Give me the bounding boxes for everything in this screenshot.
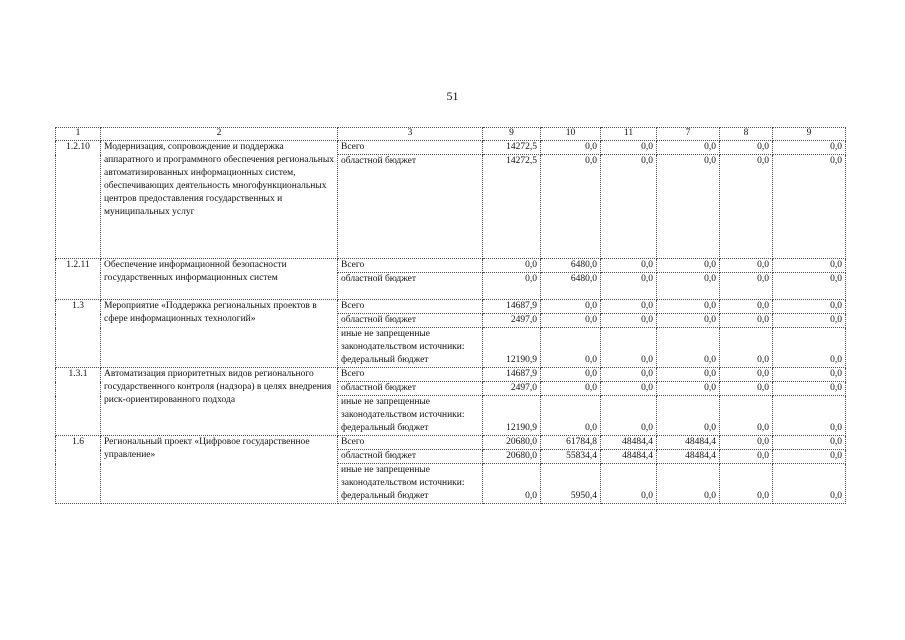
value-cell: 0,0	[657, 328, 720, 368]
item-code: 1.3.1	[56, 368, 101, 436]
funding-source: иные не запрещенные законодательством источники: федеральный бюджет	[338, 464, 483, 504]
value-cell: 0,0	[657, 155, 720, 259]
value-cell: 0,0	[657, 259, 720, 273]
value-cell: 0,0	[541, 368, 601, 382]
value-cell: 0,0	[720, 328, 773, 368]
funding-source: Всего	[338, 300, 483, 314]
value-cell: 0,0	[720, 314, 773, 328]
value-cell: 0,0	[601, 464, 657, 504]
value-cell: 0,0	[720, 450, 773, 464]
item-name: Автоматизация приоритетных видов регионального государственного контроля (надзора) в целях внедрения риск-ориентированного подхода	[101, 368, 338, 436]
header-cell: 1	[56, 128, 101, 141]
value-cell: 14272,5	[483, 155, 541, 259]
value-cell: 0,0	[601, 314, 657, 328]
table-row	[56, 368, 846, 382]
value-cell: 0,0	[541, 300, 601, 314]
value-cell: 0,0	[773, 436, 846, 450]
value-cell: 0,0	[657, 368, 720, 382]
header-cell: 8	[720, 128, 773, 141]
value-cell: 0,0	[773, 382, 846, 396]
header-cell: 2	[101, 128, 338, 141]
header-cell: 11	[601, 128, 657, 141]
value-cell: 48484,4	[601, 436, 657, 450]
table-row	[56, 259, 846, 273]
header-cell: 9	[483, 128, 541, 141]
value-cell: 0,0	[541, 141, 601, 155]
value-cell: 0,0	[483, 259, 541, 273]
value-cell: 0,0	[601, 368, 657, 382]
value-cell: 0,0	[657, 141, 720, 155]
value-cell: 0,0	[773, 273, 846, 300]
value-cell: 0,0	[773, 314, 846, 328]
item-code: 1.2.10	[56, 141, 101, 259]
page-number: 51	[446, 89, 459, 103]
value-cell: 0,0	[657, 464, 720, 504]
table-row	[56, 141, 846, 155]
value-cell: 0,0	[601, 273, 657, 300]
funding-source: Всего	[338, 368, 483, 382]
item-name: Обеспечение информационной безопасности государственных информационных систем	[101, 259, 338, 300]
value-cell: 0,0	[773, 368, 846, 382]
item-code: 1.3	[56, 300, 101, 368]
value-cell: 0,0	[720, 259, 773, 273]
value-cell: 0,0	[601, 328, 657, 368]
value-cell: 0,0	[773, 300, 846, 314]
funding-source: областной бюджет	[338, 450, 483, 464]
value-cell: 0,0	[601, 259, 657, 273]
funding-source: областной бюджет	[338, 273, 483, 300]
value-cell: 0,0	[541, 328, 601, 368]
value-cell: 0,0	[541, 314, 601, 328]
header-cell: 10	[541, 128, 601, 141]
value-cell: 0,0	[720, 300, 773, 314]
value-cell: 48484,4	[657, 450, 720, 464]
value-cell: 0,0	[657, 396, 720, 436]
value-cell: 0,0	[773, 155, 846, 259]
value-cell: 14687,9	[483, 300, 541, 314]
value-cell: 48484,4	[657, 436, 720, 450]
value-cell: 12190,9	[483, 396, 541, 436]
value-cell: 0,0	[773, 141, 846, 155]
item-name: Мероприятие «Поддержка региональных проектов в сфере информационных технологий»	[101, 300, 338, 368]
funding-source: Всего	[338, 436, 483, 450]
value-cell: 5950,4	[541, 464, 601, 504]
value-cell: 0,0	[601, 141, 657, 155]
value-cell: 0,0	[773, 396, 846, 436]
item-name: Региональный проект «Цифровое государственное управление»	[101, 436, 338, 504]
value-cell: 6480,0	[541, 273, 601, 300]
value-cell: 20680,0	[483, 436, 541, 450]
value-cell: 0,0	[483, 464, 541, 504]
table-row	[56, 300, 846, 314]
value-cell: 2497,0	[483, 314, 541, 328]
value-cell: 0,0	[657, 314, 720, 328]
table-body	[56, 141, 846, 504]
value-cell: 0,0	[720, 464, 773, 504]
item-code: 1.6	[56, 436, 101, 504]
value-cell: 6480,0	[541, 259, 601, 273]
value-cell: 0,0	[720, 382, 773, 396]
value-cell: 0,0	[601, 382, 657, 396]
value-cell: 20680,0	[483, 450, 541, 464]
value-cell: 48484,4	[601, 450, 657, 464]
value-cell: 14687,9	[483, 368, 541, 382]
value-cell: 0,0	[657, 300, 720, 314]
value-cell: 0,0	[720, 273, 773, 300]
value-cell: 0,0	[720, 396, 773, 436]
value-cell: 0,0	[657, 382, 720, 396]
value-cell: 0,0	[720, 436, 773, 450]
table-row	[56, 436, 846, 450]
item-name: Модернизация, сопровождение и поддержка аппаратного и программного обеспечения региональных автоматизированных информационных систем, обеспечивающих деятельность многофункциональных центров предоставления государственных и муниципальных услуг	[101, 141, 338, 259]
value-cell: 0,0	[657, 273, 720, 300]
item-code: 1.2.11	[56, 259, 101, 300]
header-cell: 3	[338, 128, 483, 141]
funding-source: областной бюджет	[338, 382, 483, 396]
value-cell: 0,0	[483, 273, 541, 300]
value-cell: 0,0	[541, 382, 601, 396]
value-cell: 0,0	[773, 328, 846, 368]
value-cell: 0,0	[720, 368, 773, 382]
value-cell: 0,0	[773, 464, 846, 504]
value-cell: 0,0	[601, 300, 657, 314]
value-cell: 0,0	[773, 259, 846, 273]
value-cell: 2497,0	[483, 382, 541, 396]
funding-source: Всего	[338, 141, 483, 155]
value-cell: 0,0	[773, 450, 846, 464]
header-row	[56, 128, 846, 141]
value-cell: 61784,8	[541, 436, 601, 450]
funding-source: Всего	[338, 259, 483, 273]
value-cell: 0,0	[601, 155, 657, 259]
funding-source: иные не запрещенные законодательством источники: федеральный бюджет	[338, 328, 483, 368]
value-cell: 12190,9	[483, 328, 541, 368]
funding-source: областной бюджет	[338, 314, 483, 328]
value-cell: 55834,4	[541, 450, 601, 464]
value-cell: 0,0	[541, 396, 601, 436]
header-cell: 9	[773, 128, 846, 141]
value-cell: 0,0	[601, 396, 657, 436]
value-cell: 0,0	[541, 155, 601, 259]
budget-table	[55, 127, 846, 504]
value-cell: 0,0	[720, 141, 773, 155]
value-cell: 14272,5	[483, 141, 541, 155]
funding-source: областной бюджет	[338, 155, 483, 259]
header-cell: 7	[657, 128, 720, 141]
funding-source: иные не запрещенные законодательством источники: федеральный бюджет	[338, 396, 483, 436]
value-cell: 0,0	[720, 155, 773, 259]
